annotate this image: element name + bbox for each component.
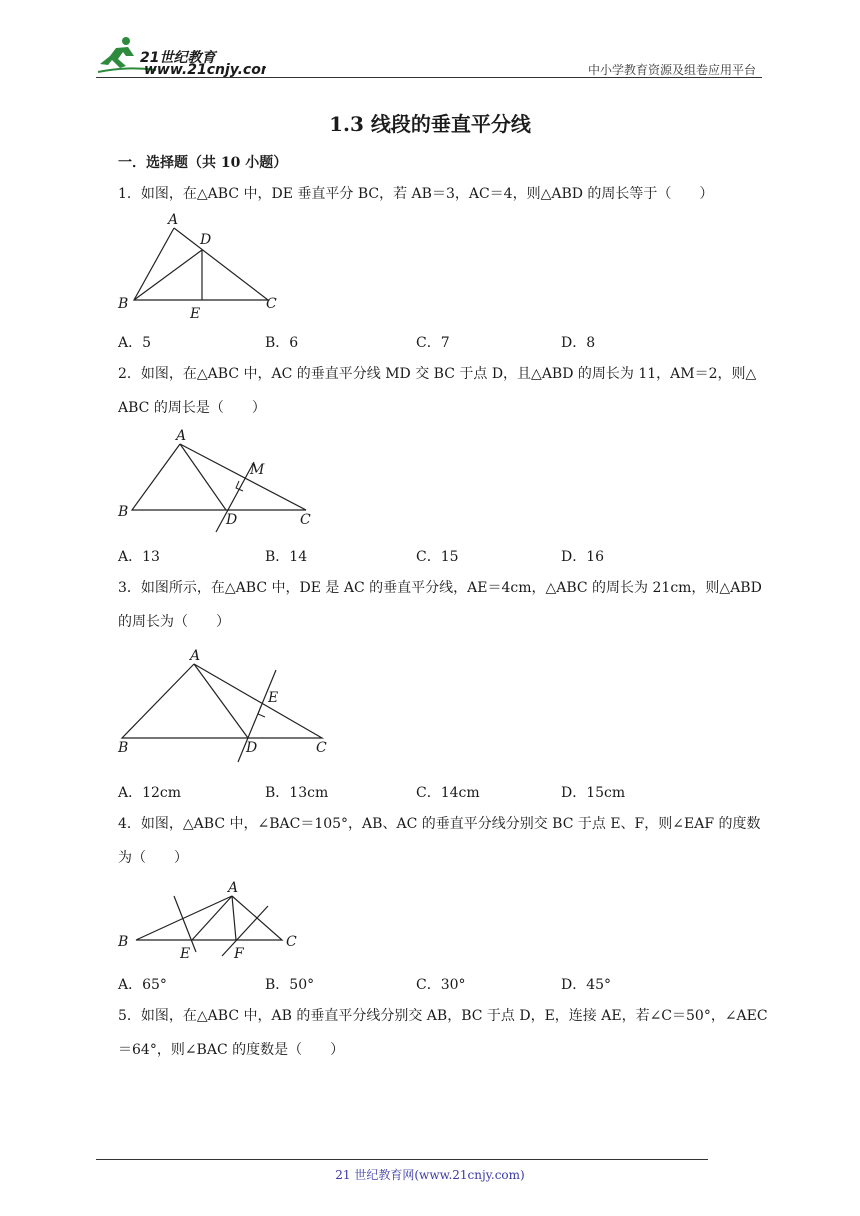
question-1-option-b: B．6 bbox=[265, 335, 299, 351]
question-2-text-cont: ABC 的周长是（ ） bbox=[118, 400, 266, 416]
question-4-text-cont: 为（ ） bbox=[118, 850, 188, 866]
logo-text: 21世纪教育 bbox=[140, 50, 216, 66]
question-3-text: 3．如图所示，在△ABC 中，DE 是 AC 的垂直平分线，AE＝4cm，△ABC 的周长为 21cm，则△ABD bbox=[118, 580, 762, 596]
page-title: 1.3 线段的垂直平分线 bbox=[329, 112, 531, 136]
fig1-label-c: C bbox=[266, 296, 277, 312]
question-1-option-a: A．5 bbox=[118, 335, 152, 351]
runner-logo-icon bbox=[96, 32, 266, 78]
question-3-text-cont: 的周长为（ ） bbox=[118, 614, 230, 630]
question-3-figure bbox=[110, 644, 340, 768]
question-4-option-a: A．65° bbox=[118, 977, 167, 993]
logo-url: www.21cnjy.com bbox=[144, 62, 266, 78]
platform-name: 中小学教育资源及组卷应用平台 bbox=[587, 63, 756, 77]
fig3-label-a: A bbox=[190, 648, 201, 664]
question-2-option-a: A．13 bbox=[118, 549, 160, 565]
question-3-option-b: B．13cm bbox=[265, 785, 329, 801]
fig2-label-c: C bbox=[300, 512, 311, 528]
question-2-option-c: C．15 bbox=[416, 549, 459, 565]
site-logo bbox=[96, 32, 266, 78]
question-5-text: 5．如图，在△ABC 中，AB 的垂直平分线分别交 AB，BC 于点 D，E，连接 AE，若∠C＝50°，∠AEC bbox=[118, 1008, 768, 1024]
question-3-option-a: A．12cm bbox=[118, 785, 182, 801]
fig3-label-c: C bbox=[316, 740, 327, 756]
question-4-option-c: C．30° bbox=[416, 977, 466, 993]
fig1-label-b: B bbox=[118, 296, 129, 312]
fig1-label-d: D bbox=[200, 232, 212, 248]
question-2-figure bbox=[110, 424, 340, 536]
question-4-text: 4．如图，△ABC 中，∠BAC＝105°，AB、AC 的垂直平分线分别交 BC 于点 E、F，则∠EAF 的度数 bbox=[118, 816, 761, 832]
question-1-figure bbox=[110, 210, 290, 325]
question-1-option-c: C．7 bbox=[416, 335, 450, 351]
question-2-option-d: D．16 bbox=[561, 549, 605, 565]
fig2-label-a: A bbox=[176, 428, 187, 444]
fig3-label-b: B bbox=[118, 740, 129, 756]
footer-link[interactable]: 21 世纪教育网(www.21cnjy.com) bbox=[335, 1168, 525, 1182]
fig2-label-m: M bbox=[250, 462, 265, 478]
fig1-label-a: A bbox=[168, 212, 179, 228]
fig4-label-a: A bbox=[228, 880, 239, 896]
question-4-option-b: B．50° bbox=[265, 977, 315, 993]
fig4-label-f: F bbox=[234, 946, 244, 962]
header-divider bbox=[96, 77, 762, 78]
question-3-option-c: C．14cm bbox=[416, 785, 480, 801]
question-1-option-d: D．8 bbox=[561, 335, 596, 351]
question-2-option-b: B．14 bbox=[265, 549, 308, 565]
question-4-option-d: D．45° bbox=[561, 977, 612, 993]
question-4-figure bbox=[110, 876, 320, 966]
fig4-label-b: B bbox=[118, 934, 129, 950]
fig2-label-b: B bbox=[118, 504, 129, 520]
fig3-label-d: D bbox=[246, 740, 258, 756]
fig4-label-e: E bbox=[180, 946, 191, 962]
fig3-label-e: E bbox=[268, 690, 279, 706]
section-heading: 一．选择题（共 10 小题） bbox=[118, 155, 288, 171]
question-1-text: 1．如图，在△ABC 中，DE 垂直平分 BC，若 AB＝3，AC＝4，则△ABD 的周长等于（ ） bbox=[118, 186, 714, 202]
fig2-label-d: D bbox=[226, 512, 238, 528]
footer-divider bbox=[96, 1159, 708, 1160]
fig1-label-e: E bbox=[190, 306, 201, 322]
question-2-text: 2．如图，在△ABC 中，AC 的垂直平分线 MD 交 BC 于点 D，且△ABD 的周长为 11，AM＝2，则△ bbox=[118, 366, 757, 382]
question-5-text-cont: ＝64°，则∠BAC 的度数是（ ） bbox=[118, 1042, 345, 1058]
fig4-label-c: C bbox=[286, 934, 297, 950]
question-3-option-d: D．15cm bbox=[561, 785, 626, 801]
